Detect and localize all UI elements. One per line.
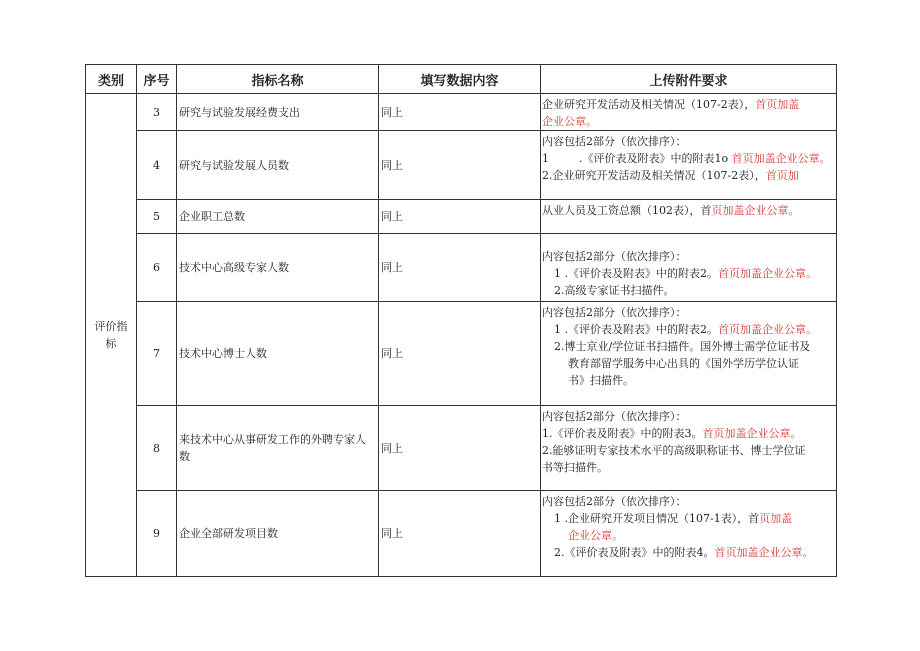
indicator-cell: 来技术中心从事研发工作的外聘专家人数 (177, 406, 379, 491)
attachment-cell (541, 234, 837, 302)
header-attachment: 上传附件要求 (541, 65, 837, 94)
req-line: 内容包括2部分（依次排序）： (542, 306, 687, 319)
content-cell: 同上 (379, 491, 541, 577)
indicator-cell: 企业职工总数 (177, 200, 379, 234)
header-content: 填写数据内容 (379, 65, 541, 94)
req-line: 2.博士京业/学位证书扫描件。国外博士需学位证书及 (554, 340, 811, 353)
table-row (86, 234, 837, 302)
table-row (86, 200, 837, 234)
req-line: 书》扫描件。 (568, 374, 634, 387)
table-row (86, 406, 837, 491)
indicator-cell: 技术中心高级专家人数 (177, 234, 379, 302)
req-line: 2.能够证明专家技术水平的高级职称证书、博士学位证 (542, 444, 806, 457)
req-line: 内容包括2部分（依次排序）： (542, 135, 687, 148)
content-cell: 同上 (379, 234, 541, 302)
attachment-cell (541, 94, 837, 131)
content-cell: 同上 (379, 94, 541, 131)
req-line: 1 .《评价表及附表》中的附表1o 首页加盖企业公章。 (542, 152, 831, 165)
indicator-cell: 研究与试验发展人员数 (177, 131, 379, 200)
req-line: 2.《评价表及附表》中的附表4。首页加盖企业公章。 (554, 546, 814, 559)
req-line: 1 .《评价表及附表》中的附表2。首页加盖企业公章。 (554, 267, 817, 280)
attachment-cell (541, 131, 837, 200)
req-line: 2.企业研究开发活动及相关情况（107-2表），首页加 (542, 169, 799, 182)
attachment-cell (541, 200, 837, 234)
seq-cell: 8 (137, 406, 177, 491)
header-category: 类别 (86, 65, 137, 94)
content-cell: 同上 (379, 131, 541, 200)
req-line: 企业公章。 (542, 115, 597, 128)
indicator-table (85, 64, 837, 577)
req-line: 内容包括2部分（依次排序）： (542, 495, 687, 508)
header-indicator: 指标名称 (177, 65, 379, 94)
seq-cell: 3 (137, 94, 177, 131)
req-line: 从业人员及工资总额（102表），首页加盖企业公章。 (542, 204, 800, 217)
attachment-cell (541, 491, 837, 577)
seq-cell: 7 (137, 302, 177, 406)
header-row (86, 65, 837, 94)
attachment-cell (541, 406, 837, 491)
table-row (86, 302, 837, 406)
req-line: 内容包括2部分（依次排序）： (542, 250, 687, 263)
indicator-cell: 研究与试验发展经费支出 (177, 94, 379, 131)
seq-cell: 4 (137, 131, 177, 200)
content-cell: 同上 (379, 302, 541, 406)
req-line: 企业研究开发活动及相关情况（107-2表），首页加盖 (542, 98, 800, 111)
table-row (86, 131, 837, 200)
table-row (86, 94, 837, 131)
category-cell: 评价指标 (86, 94, 137, 577)
req-line: 2.高级专家证书扫描件。 (554, 284, 675, 297)
req-line: 企业公章。 (568, 529, 623, 542)
content-cell: 同上 (379, 406, 541, 491)
seq-cell: 5 (137, 200, 177, 234)
req-line: 书等扫描件。 (542, 461, 608, 474)
req-line: 1 .企业研究开发项目情况（107-1表），首页加盖 (554, 512, 793, 525)
seq-cell: 9 (137, 491, 177, 577)
req-line: 教育部留学服务中心出具的《国外学历学位认证 (568, 357, 799, 370)
req-line: 内容包括2部分（依次排序）： (542, 410, 687, 423)
attachment-cell (541, 302, 837, 406)
indicator-cell: 技术中心博士人数 (177, 302, 379, 406)
table-row (86, 491, 837, 577)
header-seq: 序号 (137, 65, 177, 94)
req-line: 1.《评价表及附表》中的附表3。首页加盖企业公章。 (542, 427, 802, 440)
req-line: 1 .《评价表及附表》中的附表2。首页加盖企业公章。 (554, 323, 817, 336)
seq-cell: 6 (137, 234, 177, 302)
indicator-cell: 企业全部研发项目数 (177, 491, 379, 577)
content-cell: 同上 (379, 200, 541, 234)
